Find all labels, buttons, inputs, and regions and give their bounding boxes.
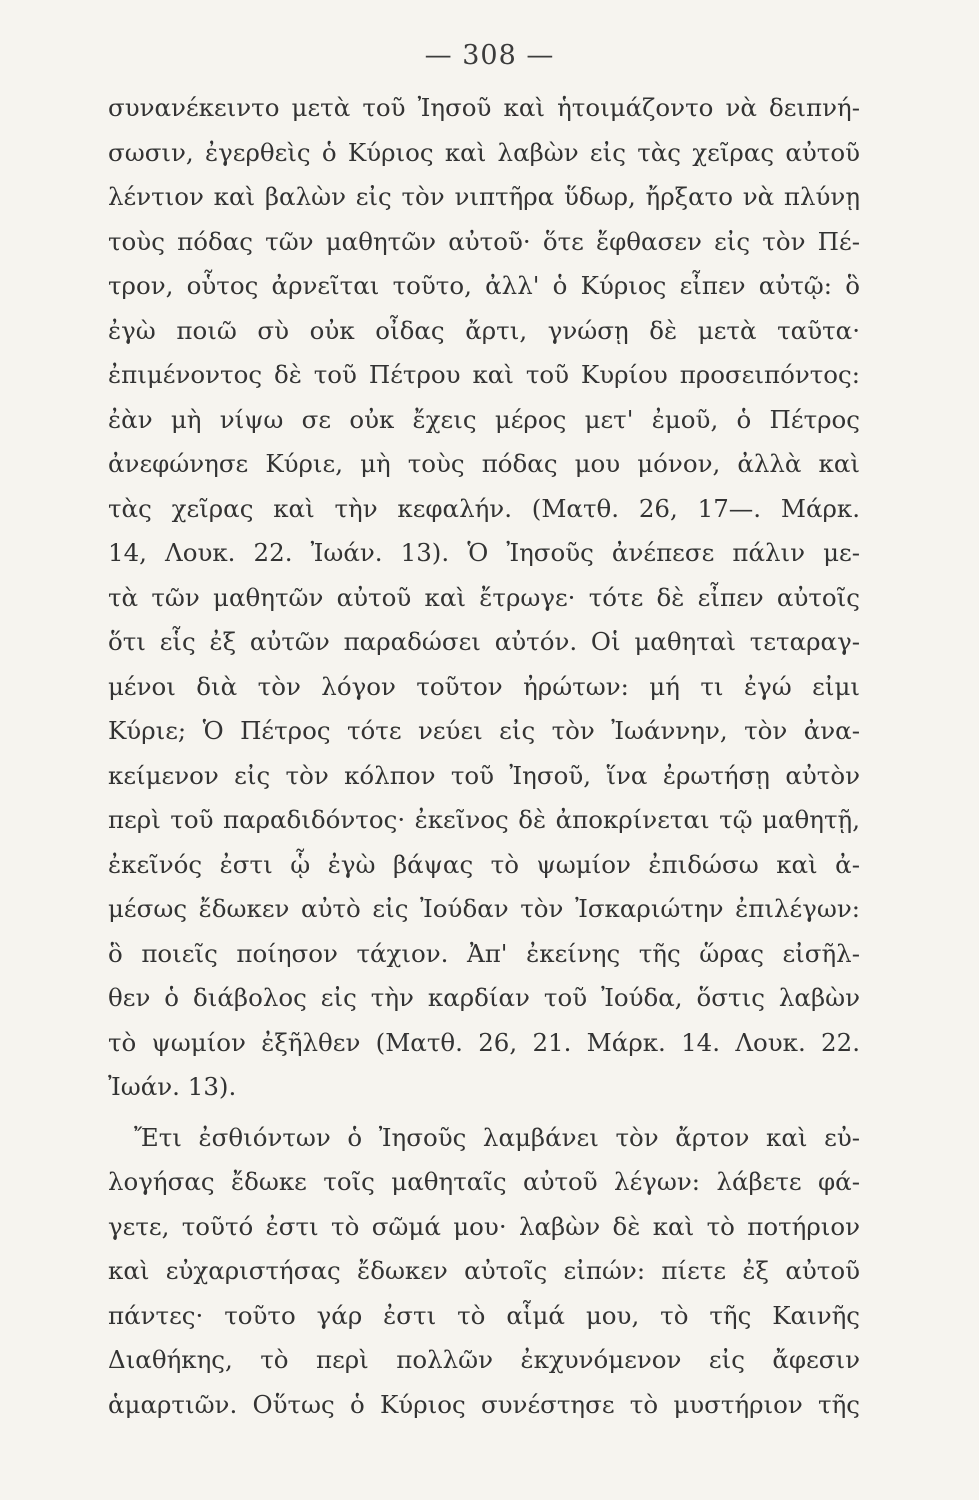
text-line: θεν ὁ διάβολος εἰς τὴν καρδίαν τοῦ Ἰούδα, ὅστις λαβὼν	[108, 983, 860, 1012]
text-line: τὰ τῶν μαθητῶν αὐτοῦ καὶ ἔτρωγε· τότε δὲ εἶπεν αὐτοῖς	[108, 582, 860, 612]
text-line: ἐκεῖνός ἐστι ᾧ ἐγὼ βάψας τὸ ψωμίον ἐπιδώσω καὶ ἀ-	[108, 849, 860, 879]
text-line: μένοι διὰ τὸν λόγον τοῦτον ἠρώτων: μή τι ἐγώ εἰμι	[108, 671, 860, 701]
text-line: συνανέκειντο μετὰ τοῦ Ἰησοῦ καὶ ἡτοιμάζοντο νὰ δειπνή-	[108, 93, 860, 122]
text-line: περὶ τοῦ παραδιδόντος· ἐκεῖνος δὲ ἀποκρίνεται τῷ μαθητῇ,	[108, 805, 860, 834]
text-line: λογήσας ἔδωκε τοῖς μαθηταῖς αὐτοῦ λέγων: λάβετε φά-	[108, 1167, 860, 1196]
text-line: καὶ εὐχαριστήσας ἔδωκεν αὐτοῖς εἰπών: πίετε ἐξ αὐτοῦ	[108, 1256, 860, 1285]
text-line: τὸ ψωμίον ἐξῆλθεν (Ματθ. 26, 21. Μάρκ. 14. Λουκ. 22.	[108, 1027, 860, 1057]
text-line: ἁμαρτιῶν. Οὕτως ὁ Κύριος συνέστησε τὸ μυστήριον τῆς	[108, 1389, 860, 1419]
text-line: ἐπιμένοντος δὲ τοῦ Πέτρου καὶ τοῦ Κυρίου προσειπόντος:	[108, 360, 860, 389]
paragraph-2	[108, 1116, 860, 1428]
text-line: Ἰωάν. 13).	[108, 1072, 237, 1101]
text-line: γετε, τοῦτό ἐστι τὸ σῶμά μου· λαβὼν δὲ καὶ τὸ ποτήριον	[108, 1211, 860, 1241]
text-line: ἐγὼ ποιῶ σὺ οὐκ οἶδας ἄρτι, γνώσῃ δὲ μετὰ ταῦτα·	[108, 315, 860, 345]
text-line: σωσιν, ἐγερθεὶς ὁ Κύριος καὶ λαβὼν εἰς τὰς χεῖρας αὐτοῦ	[108, 137, 860, 167]
text-line: Κύριε; Ὁ Πέτρος τότε νεύει εἰς τὸν Ἰωάννην, τὸν ἀνα-	[108, 716, 860, 745]
body-text	[108, 86, 860, 1427]
text-line: πάντες· τοῦτο γάρ ἐστι τὸ αἷμά μου, τὸ τῆς Καινῆς	[108, 1300, 860, 1330]
text-line: τὰς χεῖρας καὶ τὴν κεφαλήν. (Ματθ. 26, 17—. Μάρκ.	[108, 493, 860, 523]
text-line: κείμενον εἰς τὸν κόλπον τοῦ Ἰησοῦ, ἵνα ἐρωτήσῃ αὐτὸν	[108, 760, 860, 790]
text-line: 14, Λουκ. 22. Ἰωάν. 13). Ὁ Ἰησοῦς ἀνέπεσε πάλιν με-	[108, 538, 860, 567]
text-line: τρον, οὗτος ἀρνεῖται τοῦτο, ἀλλ' ὁ Κύριος εἶπεν αὐτῷ: ὃ	[108, 271, 860, 300]
text-line: μέσως ἔδωκεν αὐτὸ εἰς Ἰούδαν τὸν Ἰσκαριώτην ἐπιλέγων:	[108, 894, 860, 923]
text-line: Διαθήκης, τὸ περὶ πολλῶν ἐκχυνόμενον εἰς ἄφεσιν	[108, 1345, 860, 1374]
text-line: τοὺς πόδας τῶν μαθητῶν αὐτοῦ· ὅτε ἔφθασεν εἰς τὸν Πέ-	[108, 226, 860, 256]
text-line: ὃ ποιεῖς ποίησον τάχιον. Ἀπ' ἐκείνης τῆς ὥρας εἰσῆλ-	[108, 938, 860, 968]
page-number: — 308 —	[424, 40, 555, 71]
text-line: λέντιον καὶ βαλὼν εἰς τὸν νιπτῆρα ὕδωρ, ἤρξατο νὰ πλύνῃ	[108, 182, 860, 211]
text-line: Ἔτι ἐσθιόντων ὁ Ἰησοῦς λαμβάνει τὸν ἄρτον καὶ εὐ-	[134, 1122, 860, 1152]
paragraph-1	[108, 86, 860, 1110]
text-line: ἐὰν μὴ νίψω σε οὐκ ἔχεις μέρος μετ' ἐμοῦ, ὁ Πέτρος	[108, 404, 860, 434]
text-line: ὅτι εἷς ἐξ αὐτῶν παραδώσει αὐτόν. Οἱ μαθηταὶ τεταραγ-	[108, 627, 860, 656]
text-line: ἀνεφώνησε Κύριε, μὴ τοὺς πόδας μου μόνον, ἀλλὰ καὶ	[108, 449, 860, 478]
